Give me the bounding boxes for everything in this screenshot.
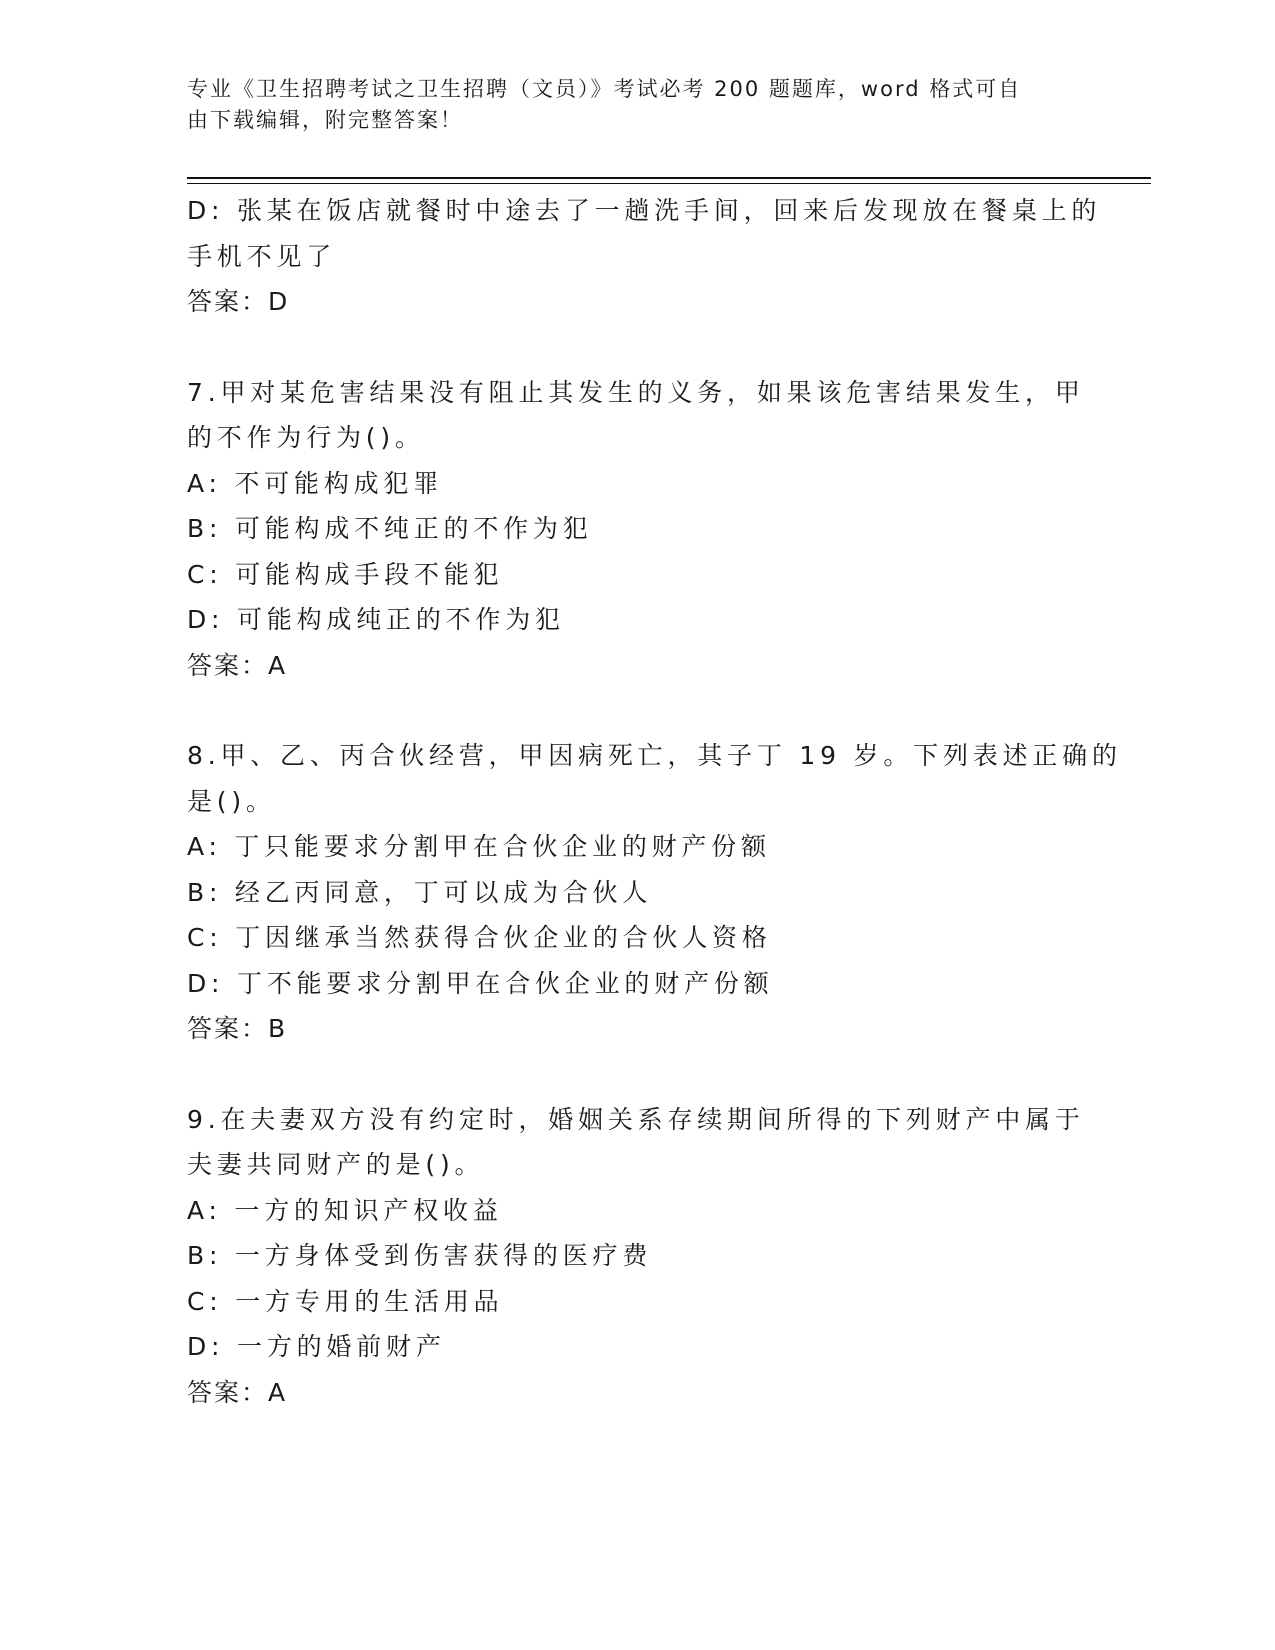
option-c: C: 丁因继承当然获得合伙企业的合伙人资格 bbox=[187, 923, 772, 952]
option-b: B: 可能构成不纯正的不作为犯 bbox=[187, 514, 593, 543]
question-stem-line-2: 夫妻共同财产的是()。 bbox=[187, 1150, 485, 1179]
option-c: C: 一方专用的生活用品 bbox=[187, 1286, 504, 1316]
answer: 答案：D bbox=[187, 287, 290, 316]
answer: 答案：A bbox=[187, 650, 288, 680]
option-d: D: 可能构成纯正的不作为犯 bbox=[187, 605, 565, 634]
option-b: B: 一方身体受到伤害获得的医疗费 bbox=[187, 1241, 653, 1270]
question-stem-line-2: 是()。 bbox=[187, 786, 276, 816]
question-stem-line-1: 8.甲、乙、丙合伙经营，甲因病死亡，其子丁 19 岁。下列表述正确的 bbox=[187, 741, 1122, 770]
question-list bbox=[187, 188, 1122, 1415]
option-a: A: 一方的知识产权收益 bbox=[187, 1195, 503, 1225]
option-a: A: 丁只能要求分割甲在合伙企业的财产份额 bbox=[187, 832, 771, 861]
header-divider-thick bbox=[187, 177, 1151, 179]
spacer bbox=[187, 1052, 1087, 1097]
question-7 bbox=[187, 370, 1087, 689]
option-d-line-2: 手机不见了 bbox=[187, 241, 337, 271]
option-d: D: 一方的婚前财产 bbox=[187, 1332, 446, 1361]
header-divider-thin bbox=[187, 183, 1151, 184]
option-a: A: 不可能构成犯罪 bbox=[187, 468, 444, 498]
header-title-line-1: 专业《卫生招聘考试之卫生招聘（文员）》考试必考 200 题题库，word 格式可自 bbox=[187, 77, 1022, 101]
spacer bbox=[187, 325, 1087, 370]
question-stem-line-1: 9.在夫妻双方没有约定时，婚姻关系存续期间所得的下列财产中属于 bbox=[187, 1104, 1085, 1134]
spacer bbox=[187, 688, 1087, 733]
question-8 bbox=[187, 733, 1122, 1052]
continued-question bbox=[187, 188, 1102, 325]
question-9 bbox=[187, 1097, 1087, 1416]
question-stem-line-2: 的不作为行为()。 bbox=[187, 423, 425, 452]
answer: 答案：A bbox=[187, 1377, 288, 1407]
question-stem-line-1: 7.甲对某危害结果没有阻止其发生的义务，如果该危害结果发生，甲 bbox=[187, 377, 1085, 407]
header-title-line-2: 由下载编辑，附完整答案！ bbox=[187, 108, 463, 132]
option-d-line-1: D: 张某在饭店就餐时中途去了一趟洗手间，回来后发现放在餐桌上的 bbox=[187, 196, 1102, 225]
document-header bbox=[187, 74, 1067, 136]
answer: 答案：B bbox=[187, 1014, 288, 1043]
option-b: B: 经乙丙同意，丁可以成为合伙人 bbox=[187, 877, 653, 907]
option-c: C: 可能构成手段不能犯 bbox=[187, 559, 504, 589]
option-d: D: 丁不能要求分割甲在合伙企业的财产份额 bbox=[187, 968, 774, 998]
